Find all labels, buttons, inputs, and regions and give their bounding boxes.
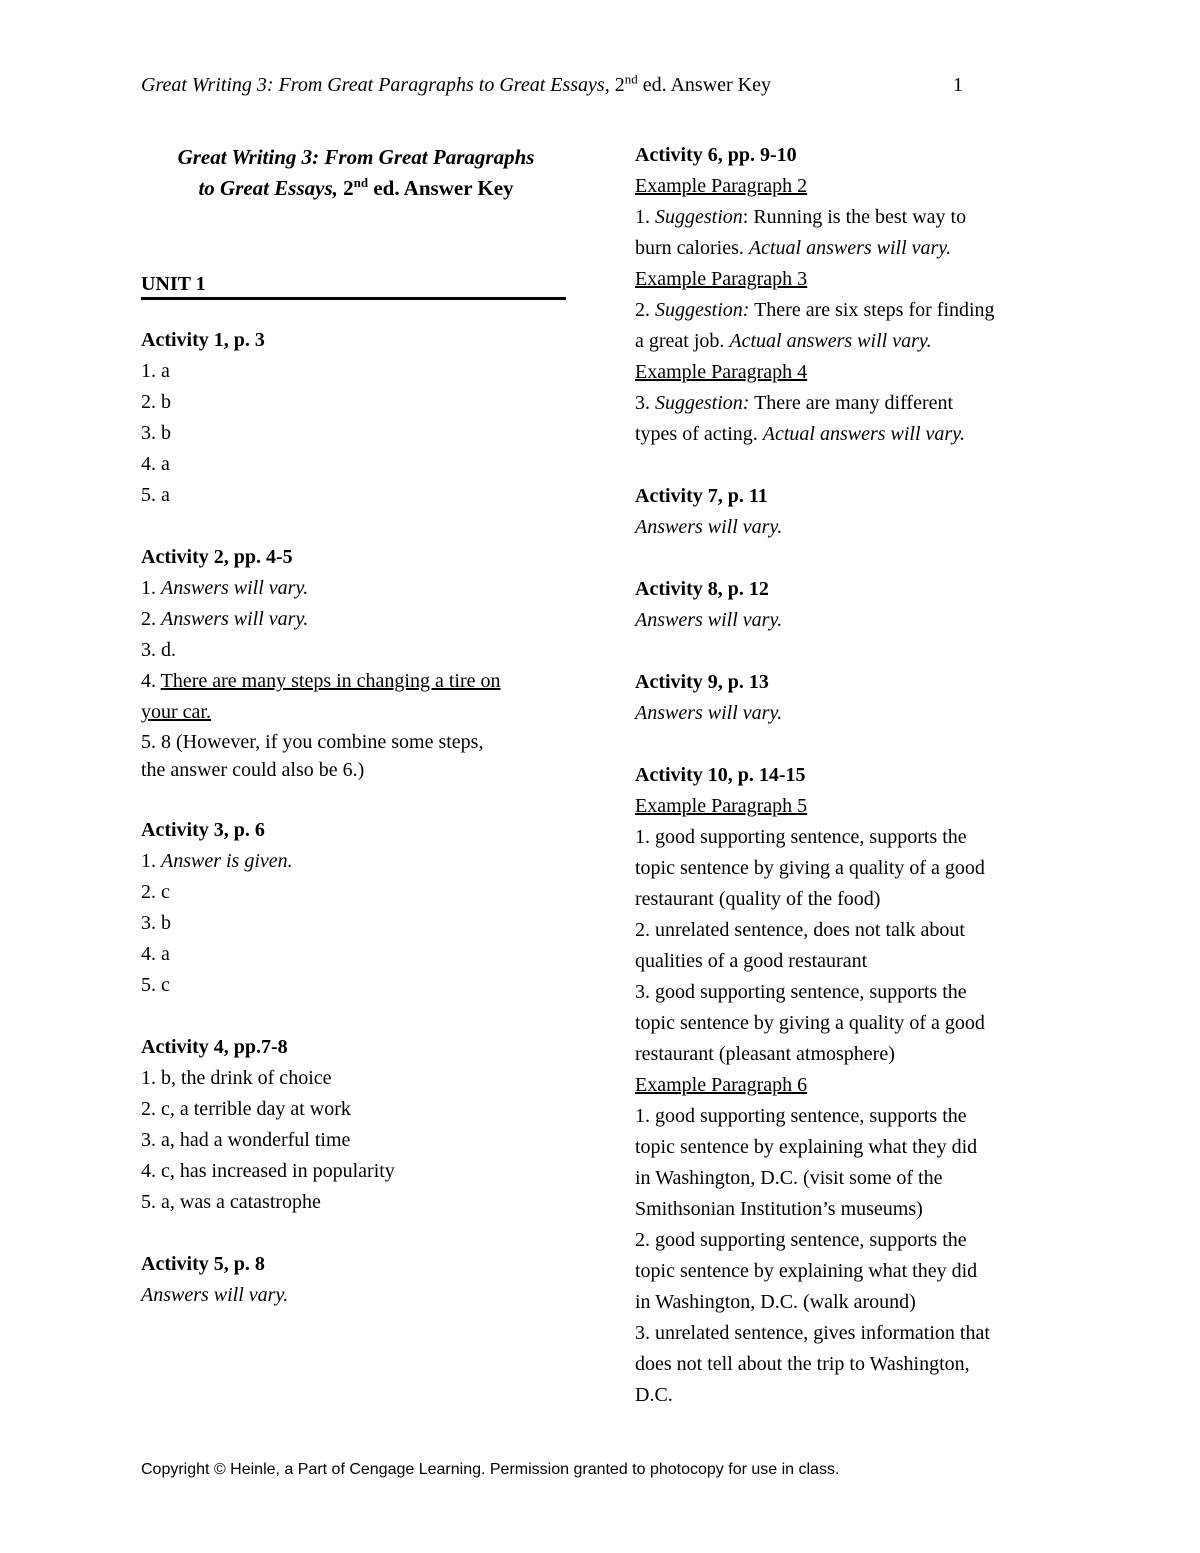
list-item: 2. c	[141, 881, 170, 903]
answer-line: in Washington, D.C. (visit some of the	[635, 1167, 943, 1189]
answer-line: 1. good supporting sentence, supports the	[635, 1105, 967, 1127]
header-suffix: ed. Answer Key	[637, 74, 772, 96]
list-item	[141, 666, 571, 697]
suggestion-label: Suggestion:	[655, 299, 750, 321]
activity-4-title: Activity 4, pp.7-8	[141, 1036, 288, 1058]
list-item-continued	[141, 697, 571, 728]
item-text: Answer is given.	[161, 850, 293, 872]
item-note: Actual answers will vary.	[748, 237, 952, 259]
list-item	[635, 388, 1075, 419]
item-text: There are many steps in changing a tire on	[160, 670, 501, 692]
answer-text: Answers will vary.	[635, 702, 783, 724]
item-text: types of acting.	[635, 423, 763, 445]
left-column	[141, 140, 571, 1311]
copyright-footer: Copyright © Heinle, a Part of Cengage Learning. Permission granted to photocopy for use in class.	[141, 1461, 840, 1478]
list-item: 1. a	[141, 360, 170, 382]
answer-line: D.C.	[635, 1384, 673, 1406]
item-text: your car.	[141, 701, 211, 723]
page-number: 1	[953, 74, 963, 96]
item-text: Answers will vary.	[161, 608, 309, 630]
item-text: burn calories.	[635, 237, 749, 259]
document-title-line1: Great Writing 3: From Great Paragraphs	[177, 145, 535, 169]
answer-line: 3. good supporting sentence, supports the	[635, 981, 967, 1003]
answer-line: in Washington, D.C. (walk around)	[635, 1291, 916, 1313]
document-title	[141, 142, 571, 204]
item-text: : Running is the best way to	[742, 206, 967, 228]
list-item: 3. d.	[141, 639, 176, 661]
example-paragraph-4-label: Example Paragraph 4	[635, 361, 808, 383]
suggestion-label: Suggestion	[655, 206, 743, 228]
list-item: 2. c, a terrible day at work	[141, 1098, 351, 1120]
answer-line: topic sentence by giving a quality of a good	[635, 1012, 985, 1034]
activity-3-title: Activity 3, p. 6	[141, 819, 265, 841]
activity-7-title: Activity 7, p. 11	[635, 485, 768, 507]
list-item: 4. a	[141, 453, 170, 475]
list-item	[141, 573, 571, 604]
list-item: 5. 8 (However, if you combine some steps,	[141, 731, 484, 753]
answer-line: topic sentence by explaining what they did	[635, 1260, 978, 1282]
list-item: 4. c, has increased in popularity	[141, 1160, 395, 1182]
item-number: 2.	[141, 608, 161, 630]
document-title-suffix: ed. Answer Key	[368, 176, 514, 200]
list-item: 5. a	[141, 484, 170, 506]
example-paragraph-6-label: Example Paragraph 6	[635, 1074, 808, 1096]
activity-8-title: Activity 8, p. 12	[635, 578, 769, 600]
unit-heading: UNIT 1	[141, 271, 566, 300]
item-number: 2.	[635, 299, 655, 321]
activity-1-title: Activity 1, p. 3	[141, 329, 265, 351]
answer-line: 2. good supporting sentence, supports the	[635, 1229, 967, 1251]
item-note: Actual answers will vary.	[729, 330, 932, 352]
item-text: There are six steps for finding	[749, 299, 995, 321]
list-item: 2. b	[141, 391, 171, 413]
list-item: 5. a, was a catastrophe	[141, 1191, 321, 1213]
list-item-continued	[635, 326, 1075, 357]
item-number: 4.	[141, 670, 161, 692]
item-number: 1.	[141, 850, 161, 872]
example-paragraph-5-label: Example Paragraph 5	[635, 795, 808, 817]
answer-line: 2. unrelated sentence, does not talk about	[635, 919, 965, 941]
item-text: a great job.	[635, 330, 730, 352]
header-edition: 2	[609, 74, 625, 96]
answer-text: Answers will vary.	[141, 1284, 289, 1306]
list-item: 3. a, had a wonderful time	[141, 1129, 351, 1151]
item-number: 1.	[141, 577, 161, 599]
activity-9-title: Activity 9, p. 13	[635, 671, 769, 693]
answer-line: topic sentence by giving a quality of a good	[635, 857, 985, 879]
answer-line: restaurant (pleasant atmosphere)	[635, 1043, 895, 1065]
example-paragraph-2-label: Example Paragraph 2	[635, 175, 808, 197]
item-text: There are many different	[749, 392, 954, 414]
answer-line: topic sentence by explaining what they did	[635, 1136, 978, 1158]
answer-line: restaurant (quality of the food)	[635, 888, 881, 910]
list-item-continued	[635, 233, 1075, 264]
activity-2-title: Activity 2, pp. 4-5	[141, 546, 293, 568]
answer-line: 1. good supporting sentence, supports the	[635, 826, 967, 848]
item-text: Answers will vary.	[161, 577, 309, 599]
list-item: 1. b, the drink of choice	[141, 1067, 332, 1089]
list-item	[141, 604, 571, 635]
list-item	[635, 202, 1075, 233]
header-edition-sup: nd	[624, 71, 638, 87]
example-paragraph-3-label: Example Paragraph 3	[635, 268, 808, 290]
item-number: 3.	[635, 392, 655, 414]
answer-line: 3. unrelated sentence, gives information that	[635, 1322, 990, 1344]
document-title-edition-sup: nd	[353, 175, 369, 190]
running-header	[141, 72, 971, 98]
list-item-continued: the answer could also be 6.)	[141, 759, 365, 781]
suggestion-label: Suggestion:	[655, 392, 750, 414]
answer-line: qualities of a good restaurant	[635, 950, 868, 972]
right-column	[635, 140, 1075, 1411]
list-item: 3. b	[141, 422, 171, 444]
list-item: 5. c	[141, 974, 170, 996]
list-item	[635, 295, 1075, 326]
document-title-line2-italic: to Great Essays,	[198, 176, 338, 200]
document-title-edition: 2	[337, 176, 354, 200]
activity-6-title: Activity 6, pp. 9-10	[635, 144, 797, 166]
list-item	[141, 846, 571, 877]
item-number: 1.	[635, 206, 655, 228]
document-title-line2	[141, 173, 571, 204]
activity-10-title: Activity 10, p. 14-15	[635, 764, 806, 786]
answer-text: Answers will vary.	[635, 516, 783, 538]
item-note: Actual answers will vary.	[762, 423, 965, 445]
header-title: Great Writing 3: From Great Paragraphs to Great Essays,	[141, 74, 610, 96]
answer-line: does not tell about the trip to Washington,	[635, 1353, 970, 1375]
answer-text: Answers will vary.	[635, 609, 783, 631]
answer-line: Smithsonian Institution’s museums)	[635, 1198, 923, 1220]
list-item: 4. a	[141, 943, 170, 965]
list-item: 3. b	[141, 912, 171, 934]
activity-5-title: Activity 5, p. 8	[141, 1253, 265, 1275]
list-item-continued	[635, 419, 1075, 450]
